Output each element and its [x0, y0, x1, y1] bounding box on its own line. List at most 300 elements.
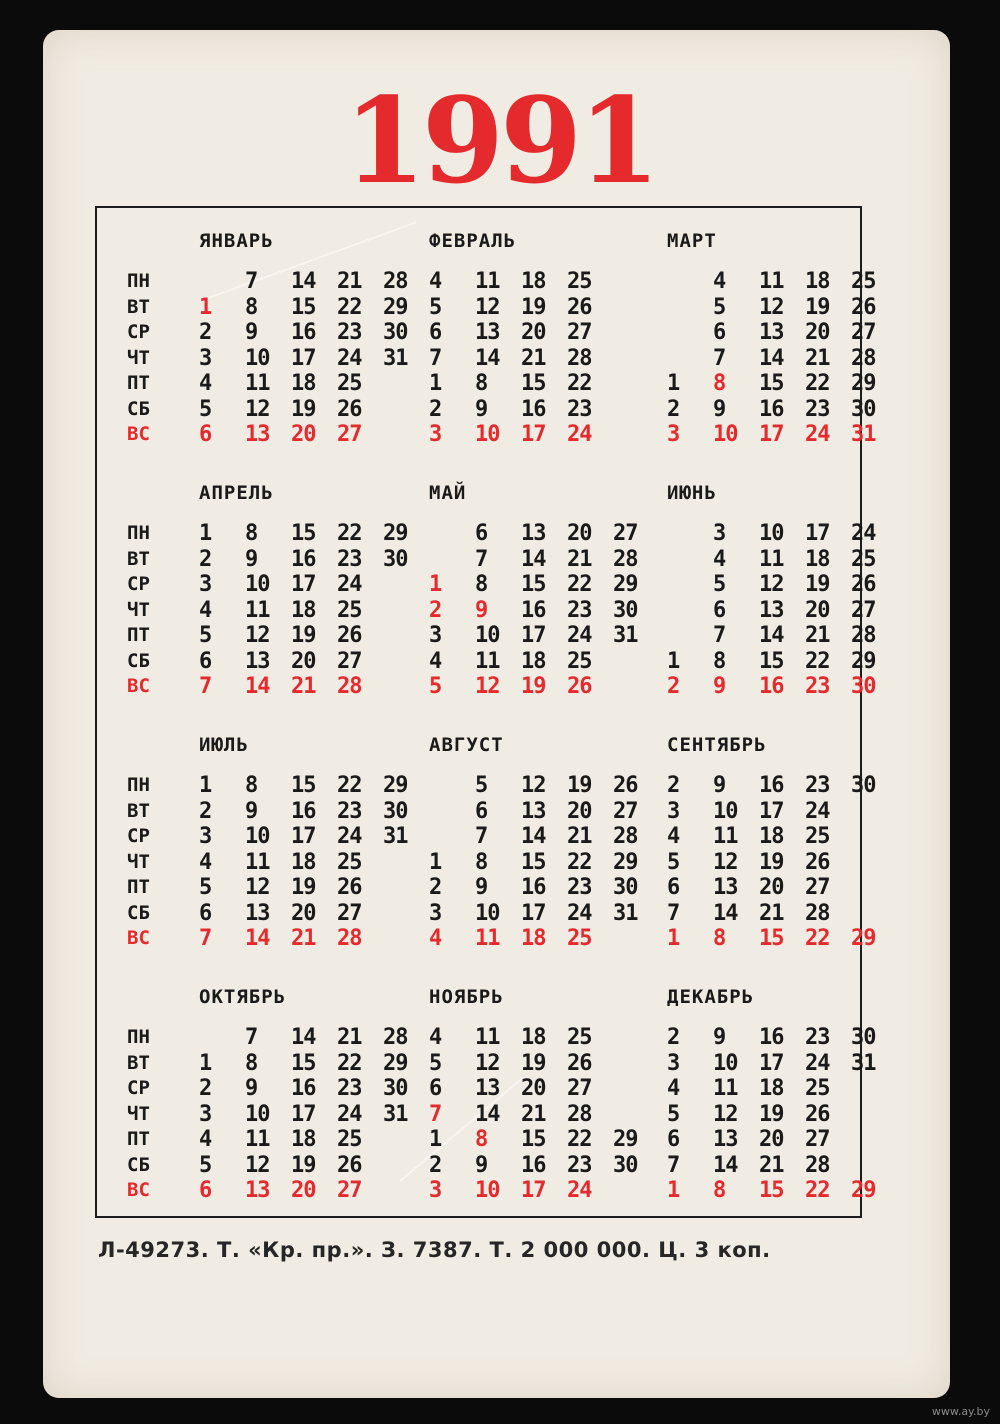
week-row	[429, 320, 613, 346]
week-row	[667, 623, 897, 649]
day-cell: 4	[713, 269, 726, 294]
day-cell: 7	[199, 926, 212, 951]
day-cell: 19	[291, 623, 316, 648]
day-cell: 15	[291, 1050, 316, 1076]
day-cell: 12	[759, 294, 784, 320]
month-block	[127, 482, 408, 722]
day-cell: 29	[851, 1178, 876, 1203]
week-row	[199, 572, 429, 598]
day-cell: 23	[337, 546, 362, 572]
day-cell: 27	[337, 648, 362, 674]
week-row	[199, 269, 429, 295]
day-cell: 14	[713, 1152, 738, 1178]
day-cell: 5	[429, 294, 442, 320]
day-cell: 13	[245, 648, 270, 674]
day-cell: 31	[383, 345, 408, 371]
week-row	[667, 346, 897, 372]
day-cell: 12	[475, 1050, 500, 1076]
day-cell: 3	[199, 572, 212, 597]
day-cell: 2	[199, 1076, 212, 1101]
day-cell: 15	[759, 926, 784, 951]
weekday-label: ВТ	[127, 295, 150, 318]
weekday-labels	[127, 1025, 167, 1204]
day-cell: 17	[759, 798, 784, 824]
day-cell: 20	[291, 1178, 316, 1203]
day-cell: 10	[245, 572, 270, 597]
day-cell: 15	[291, 773, 316, 798]
day-cell: 14	[475, 1101, 500, 1127]
weekday-label: ВС	[127, 1179, 150, 1201]
weekday-label: СБ	[127, 1153, 150, 1176]
day-cell: 24	[567, 900, 592, 926]
month-name: АПРЕЛЬ	[199, 482, 274, 504]
day-cell: 30	[613, 875, 638, 900]
week-row	[667, 1076, 897, 1102]
day-cell: 14	[245, 674, 270, 699]
day-cell: 28	[851, 345, 876, 371]
day-cell: 22	[805, 648, 830, 674]
day-cell: 16	[291, 546, 316, 572]
day-cell: 15	[521, 849, 546, 875]
day-cell: 16	[521, 1152, 546, 1178]
day-cell: 13	[759, 320, 784, 345]
week-row	[199, 649, 429, 675]
weekday-label: СР	[127, 825, 150, 847]
day-cell: 9	[713, 773, 726, 798]
month-block	[662, 734, 902, 974]
day-cell: 25	[337, 849, 362, 875]
day-cell: 24	[567, 623, 592, 648]
month-name: МАЙ	[429, 482, 467, 504]
day-cell: 8	[713, 648, 726, 674]
day-cell: 26	[805, 1101, 830, 1127]
week-row	[429, 572, 659, 598]
day-cell: 22	[337, 521, 362, 546]
day-cell: 26	[851, 572, 876, 597]
day-cell: 8	[245, 521, 258, 546]
day-cell: 30	[383, 546, 408, 572]
month-block	[127, 230, 408, 470]
week-row	[199, 547, 429, 573]
week-row	[199, 1153, 429, 1179]
day-cell: 11	[475, 648, 500, 674]
day-cell: 4	[713, 546, 726, 572]
day-cell: 13	[521, 798, 546, 824]
day-cell: 16	[759, 1025, 784, 1050]
day-cell: 3	[199, 824, 212, 849]
month-block	[127, 986, 408, 1226]
day-cell: 7	[245, 1025, 258, 1050]
month-name: АВГУСТ	[429, 734, 504, 756]
day-cell: 12	[245, 1152, 270, 1178]
weekday-label: ВТ	[127, 799, 150, 822]
day-cell: 9	[475, 597, 488, 623]
day-cell: 12	[475, 294, 500, 320]
day-cell: 25	[337, 371, 362, 396]
day-cell: 3	[667, 422, 680, 447]
day-cell: 6	[713, 597, 726, 623]
week-row	[199, 346, 429, 372]
day-cell: 21	[567, 824, 592, 849]
day-cell: 15	[521, 1127, 546, 1152]
day-cell: 18	[521, 269, 546, 294]
day-cell: 3	[713, 521, 726, 546]
day-cell: 19	[805, 294, 830, 320]
day-cell: 27	[337, 422, 362, 447]
day-cell: 16	[291, 798, 316, 824]
week-row	[429, 1102, 659, 1128]
weekday-label: ПН	[127, 1026, 150, 1048]
weekday-label: СБ	[127, 397, 150, 420]
day-cell: 19	[521, 294, 546, 320]
day-cell: 12	[245, 623, 270, 648]
month-name: ИЮЛЬ	[199, 734, 249, 756]
week-row	[667, 799, 897, 825]
day-cell: 14	[521, 546, 546, 572]
day-cell: 10	[245, 824, 270, 849]
week-row	[199, 598, 429, 624]
day-cell: 26	[805, 849, 830, 875]
month-name: ДЕКАБРЬ	[667, 986, 755, 1008]
day-cell: 18	[521, 1025, 546, 1050]
calendar-frame	[95, 206, 876, 1218]
week-row	[429, 371, 613, 397]
day-cell: 2	[199, 320, 212, 345]
day-cell: 1	[199, 1050, 212, 1076]
week-row	[429, 1153, 659, 1179]
day-cell: 17	[291, 345, 316, 371]
day-cell: 19	[805, 572, 830, 597]
week-row	[429, 850, 659, 876]
week-row	[199, 773, 429, 799]
day-cell: 1	[429, 1127, 442, 1152]
weekday-label: ПТ	[127, 876, 150, 898]
day-cell: 25	[567, 1025, 592, 1050]
day-cell: 22	[805, 926, 830, 951]
day-cell: 6	[667, 1127, 680, 1152]
week-row	[667, 371, 897, 397]
day-cell: 5	[199, 875, 212, 900]
day-cell: 22	[805, 1178, 830, 1203]
weekday-labels	[127, 269, 167, 448]
day-cell: 19	[291, 396, 316, 422]
day-cell: 22	[337, 294, 362, 320]
day-cell: 3	[667, 1050, 680, 1076]
day-cell: 16	[521, 875, 546, 900]
day-cell: 12	[475, 674, 500, 699]
day-cell: 22	[567, 572, 592, 597]
day-cell: 26	[567, 674, 592, 699]
day-cell: 15	[759, 371, 784, 396]
day-cell: 7	[429, 345, 442, 371]
day-cell: 5	[429, 674, 442, 699]
day-cell: 25	[567, 648, 592, 674]
day-cell: 16	[759, 773, 784, 798]
week-row	[199, 850, 429, 876]
day-grid	[199, 521, 429, 700]
day-cell: 5	[713, 294, 726, 320]
day-cell: 26	[337, 875, 362, 900]
day-cell: 28	[567, 1101, 592, 1127]
day-cell: 9	[713, 396, 726, 422]
day-cell: 11	[245, 597, 270, 623]
day-cell: 26	[613, 773, 638, 798]
day-cell: 17	[759, 422, 784, 447]
day-cell: 2	[429, 597, 442, 623]
day-cell: 28	[613, 824, 638, 849]
day-cell: 10	[475, 1178, 500, 1203]
day-cell: 25	[337, 1127, 362, 1152]
day-cell: 9	[475, 1152, 488, 1178]
day-cell: 25	[851, 269, 876, 294]
week-row	[199, 397, 429, 423]
day-cell: 6	[199, 900, 212, 926]
day-cell: 20	[521, 320, 546, 345]
week-row	[429, 649, 659, 675]
day-cell: 13	[245, 900, 270, 926]
week-row	[667, 521, 897, 547]
day-cell: 2	[667, 773, 680, 798]
day-cell: 5	[199, 1152, 212, 1178]
day-cell: 30	[383, 1076, 408, 1101]
day-cell: 13	[245, 422, 270, 447]
day-cell: 2	[667, 396, 680, 422]
day-cell: 10	[713, 798, 738, 824]
weekday-label: СБ	[127, 901, 150, 924]
day-cell: 31	[383, 824, 408, 849]
week-row	[199, 875, 429, 901]
day-cell: 25	[805, 824, 830, 849]
week-row	[429, 397, 613, 423]
day-cell: 21	[567, 546, 592, 572]
day-cell: 8	[713, 926, 726, 951]
month-block	[424, 986, 664, 1226]
day-cell: 30	[851, 1025, 876, 1050]
day-cell: 8	[713, 1178, 726, 1203]
day-cell: 9	[245, 320, 258, 345]
week-row	[667, 320, 897, 346]
day-cell: 29	[383, 1050, 408, 1076]
week-row	[667, 674, 897, 700]
week-row	[429, 269, 613, 295]
week-row	[199, 623, 429, 649]
day-cell: 21	[337, 1025, 362, 1050]
day-cell: 11	[475, 926, 500, 951]
day-cell: 4	[667, 1076, 680, 1101]
week-row	[667, 397, 897, 423]
day-cell: 23	[805, 1025, 830, 1050]
day-cell: 16	[521, 597, 546, 623]
day-cell: 14	[759, 345, 784, 371]
day-cell: 14	[245, 926, 270, 951]
day-cell: 3	[429, 422, 442, 447]
day-cell: 4	[199, 849, 212, 875]
day-cell: 1	[429, 572, 442, 597]
day-cell: 23	[567, 1152, 592, 1178]
day-cell: 23	[337, 798, 362, 824]
day-cell: 14	[475, 345, 500, 371]
week-row	[429, 1051, 659, 1077]
day-cell: 11	[475, 269, 500, 294]
day-cell: 27	[805, 1127, 830, 1152]
day-cell: 24	[337, 1101, 362, 1127]
day-cell: 21	[805, 345, 830, 371]
week-row	[429, 674, 659, 700]
day-cell: 23	[805, 773, 830, 798]
day-cell: 16	[291, 320, 316, 345]
day-cell: 24	[337, 345, 362, 371]
day-cell: 27	[567, 1076, 592, 1101]
week-row	[429, 547, 659, 573]
day-cell: 1	[667, 926, 680, 951]
month-block	[127, 734, 408, 974]
day-cell: 21	[291, 674, 316, 699]
day-cell: 6	[429, 320, 442, 345]
week-row	[199, 926, 429, 952]
day-cell: 7	[429, 1101, 442, 1127]
day-cell: 30	[383, 798, 408, 824]
day-cell: 27	[851, 597, 876, 623]
day-cell: 25	[567, 269, 592, 294]
day-cell: 26	[337, 623, 362, 648]
day-cell: 21	[805, 623, 830, 648]
day-cell: 24	[567, 1178, 592, 1203]
day-cell: 9	[245, 1076, 258, 1101]
week-row	[429, 773, 659, 799]
day-cell: 15	[521, 371, 546, 396]
day-cell: 8	[475, 572, 488, 597]
day-cell: 16	[291, 1076, 316, 1101]
week-row	[429, 926, 659, 952]
day-cell: 28	[805, 900, 830, 926]
day-cell: 6	[199, 648, 212, 674]
week-row	[199, 674, 429, 700]
day-grid	[667, 773, 897, 952]
day-cell: 13	[759, 597, 784, 623]
day-cell: 2	[199, 546, 212, 572]
day-cell: 12	[245, 396, 270, 422]
day-cell: 11	[713, 824, 738, 849]
day-cell: 29	[613, 1127, 638, 1152]
day-grid	[667, 521, 897, 700]
day-cell: 26	[337, 1152, 362, 1178]
month-name: ИЮНЬ	[667, 482, 717, 504]
month-name: МАРТ	[667, 230, 717, 252]
day-cell: 8	[245, 1050, 258, 1076]
day-cell: 27	[613, 798, 638, 824]
week-row	[199, 422, 429, 448]
day-cell: 4	[429, 1025, 442, 1050]
week-row	[667, 649, 897, 675]
week-row	[199, 1076, 429, 1102]
weekday-label: ВС	[127, 927, 150, 949]
weekday-label: ПН	[127, 774, 150, 796]
day-grid	[667, 1025, 897, 1204]
day-cell: 23	[337, 320, 362, 345]
day-grid	[199, 1025, 429, 1204]
week-row	[429, 521, 659, 547]
day-cell: 14	[291, 1025, 316, 1050]
day-cell: 11	[245, 371, 270, 396]
week-row	[429, 901, 659, 927]
day-cell: 24	[337, 572, 362, 597]
day-cell: 20	[291, 422, 316, 447]
day-cell: 28	[383, 1025, 408, 1050]
weekday-label: ПТ	[127, 372, 150, 394]
weekday-labels	[127, 521, 167, 700]
day-cell: 11	[759, 546, 784, 572]
day-cell: 21	[337, 269, 362, 294]
month-name: СЕНТЯБРЬ	[667, 734, 767, 756]
day-cell: 15	[521, 572, 546, 597]
day-cell: 25	[337, 597, 362, 623]
week-row	[667, 422, 897, 448]
day-cell: 20	[759, 1127, 784, 1152]
day-cell: 24	[805, 798, 830, 824]
day-cell: 19	[521, 1050, 546, 1076]
week-row	[429, 799, 659, 825]
day-cell: 11	[713, 1076, 738, 1101]
day-cell: 15	[759, 648, 784, 674]
day-cell: 3	[429, 1178, 442, 1203]
day-cell: 16	[759, 396, 784, 422]
weekday-label: ЧТ	[127, 1102, 150, 1125]
day-grid	[667, 269, 897, 448]
day-cell: 17	[291, 1101, 316, 1127]
day-cell: 8	[245, 773, 258, 798]
day-cell: 4	[429, 648, 442, 674]
day-cell: 3	[429, 623, 442, 648]
watermark: www.ay.by	[931, 1405, 990, 1418]
day-cell: 12	[245, 875, 270, 900]
day-cell: 8	[475, 1127, 488, 1152]
weekday-label: ЧТ	[127, 598, 150, 621]
day-cell: 22	[567, 371, 592, 396]
day-cell: 19	[291, 1152, 316, 1178]
day-cell: 29	[851, 371, 876, 396]
day-cell: 9	[475, 875, 488, 900]
day-cell: 1	[667, 371, 680, 396]
week-row	[199, 371, 429, 397]
day-cell: 28	[567, 345, 592, 371]
day-cell: 29	[613, 572, 638, 597]
day-cell: 17	[521, 1178, 546, 1203]
week-row	[667, 1127, 897, 1153]
month-block	[424, 482, 664, 722]
week-row	[199, 1025, 429, 1051]
day-cell: 2	[667, 1025, 680, 1050]
week-row	[667, 269, 897, 295]
day-cell: 21	[759, 900, 784, 926]
day-cell: 11	[475, 1025, 500, 1050]
day-cell: 20	[759, 875, 784, 900]
day-cell: 31	[383, 1101, 408, 1127]
day-cell: 23	[567, 396, 592, 422]
day-cell: 9	[475, 396, 488, 422]
week-row	[199, 320, 429, 346]
day-cell: 9	[713, 674, 726, 699]
day-cell: 23	[567, 875, 592, 900]
day-cell: 8	[713, 371, 726, 396]
day-cell: 18	[759, 824, 784, 849]
day-cell: 7	[713, 345, 726, 371]
month-block	[662, 986, 902, 1226]
week-row	[429, 346, 613, 372]
month-name: ФЕВРАЛЬ	[429, 230, 517, 252]
day-cell: 30	[613, 1152, 638, 1178]
day-cell: 11	[245, 1127, 270, 1152]
day-cell: 13	[475, 1076, 500, 1101]
